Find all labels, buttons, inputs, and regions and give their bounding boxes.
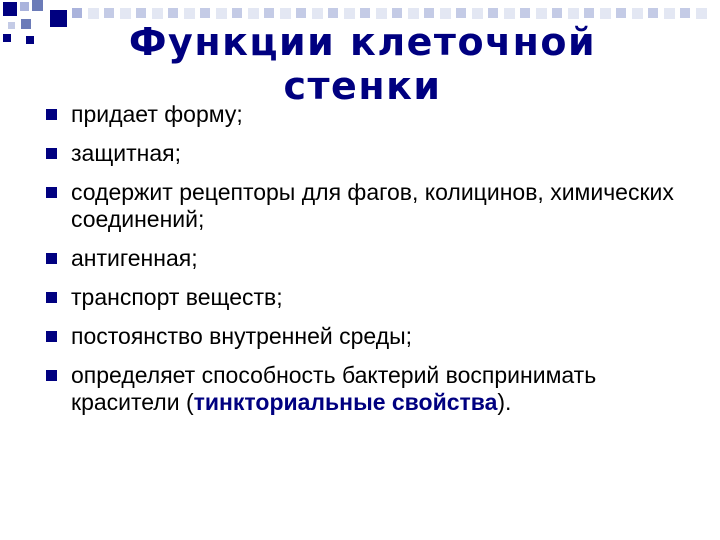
- highlight-term: тинкториальные свойства: [193, 389, 498, 415]
- slide-title-line-2: стенки: [283, 64, 442, 108]
- list-item-text: антигенная;: [71, 245, 198, 271]
- list-item: [44, 101, 684, 128]
- list-item-text: содержит рецепторы для фагов, колицинов, химических соединений;: [71, 179, 674, 232]
- list-item: [44, 245, 684, 272]
- list-item: [44, 362, 684, 416]
- list-item: [44, 140, 684, 167]
- list-item-text: транспорт веществ;: [71, 284, 283, 310]
- list-item-text-end: ).: [497, 389, 512, 415]
- list-item: [44, 284, 684, 311]
- list-item-text: защитная;: [71, 140, 181, 166]
- list-item: [44, 179, 684, 233]
- square-bullet-icon: [46, 253, 57, 264]
- square-bullet-icon: [46, 148, 57, 159]
- list-item-text: определяет способность бактерий воспринимать красители (: [71, 362, 597, 415]
- square-bullet-icon: [46, 331, 57, 342]
- square-bullet-icon: [46, 292, 57, 303]
- list-item-text: постоянство внутренней среды;: [71, 323, 413, 349]
- function-list: [44, 101, 684, 428]
- list-item: [44, 323, 684, 350]
- list-item-text: придает форму;: [71, 101, 243, 127]
- slide-title-line-1: Функции клеточной: [128, 20, 597, 64]
- square-bullet-icon: [46, 370, 57, 381]
- square-bullet-icon: [46, 109, 57, 120]
- slide-title: [90, 20, 635, 108]
- square-bullet-icon: [46, 187, 57, 198]
